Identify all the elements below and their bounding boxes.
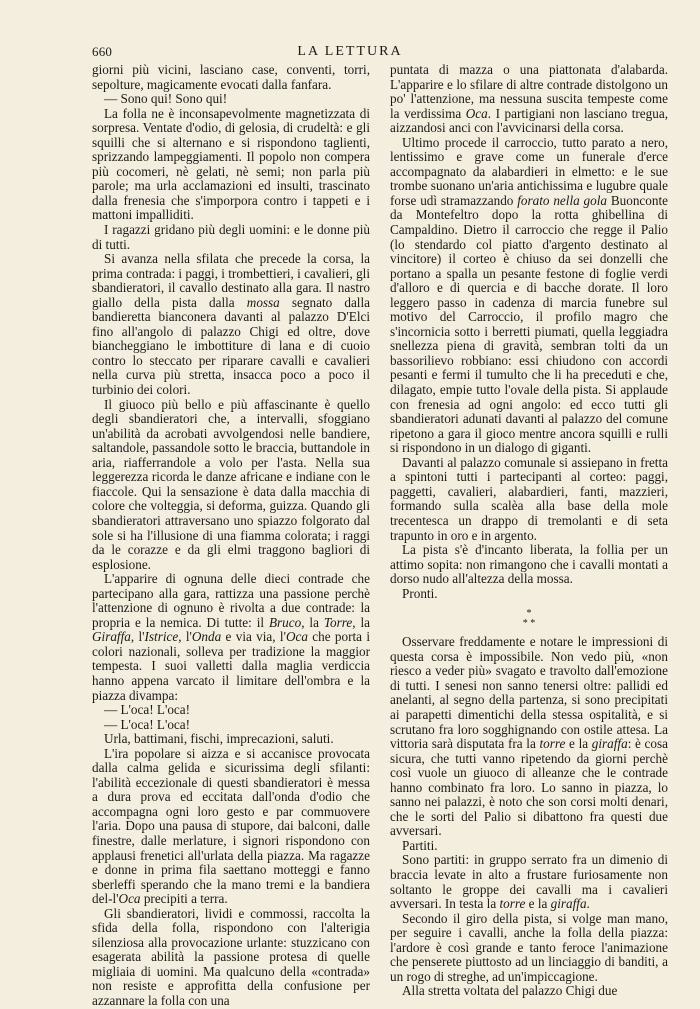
paragraph: I ragazzi gridano più degli uomini: e le donne più di tutti.	[92, 222, 370, 252]
paragraph: L'ira popolare si aizza e si accanisce provocata dalla calma gelida e sicurissima degli sfilanti: l'abilità eccezionale di questi sbandieratori è messa a dura prova ed eccitata dall'onda d'odio che accompagna ogni loro gesto e par commuovere l'aria. Dopo una pausa di stupore, dai balconi, dalle finestre, dalle merlature, i signori rispondono con applausi frenetici all'urlata della piazza. Ma ragazze e donne in prima fila saettano motteggi e fanno sberleffi sperando che la mano tremi e la bandiera del-l'Oca precipiti a terra.	[92, 745, 370, 907]
paragraph: Il giuoco più bello e più affascinante è quello degli sbandieratori che, a intervalli, sfoggiano un'abilità da acrobati avvolgendosi nelle bandiere, saltandole, passandole sotto le braccia, buttandole in aria, riafferrandole a volo per l'asta. Nella sua leggerezza ricorda le danze africane e indiane con le fiaccole. Qui la sensazione è data dalla macchia di colore che volteggia, si deforma, guizza. Quando gli sbandieratori attraversano uno spiazzo folgorato dal sole si ha l'illusione di una fiamma colorata; i raggi da le corazze e da gli elmi traggono bagliori di esplosione.	[92, 396, 370, 572]
paragraph: Urla, battimani, fischi, imprecazioni, saluti.	[104, 731, 334, 747]
text-columns	[92, 62, 668, 1008]
paragraph: Alla stretta voltata del palazzo Chigi due	[402, 983, 618, 999]
paragraph: Secondo il giro della pista, si volge man mano, per seguire i cavalli, anche la folla della piazza: l'ardore è così grande e tanto feroce l'animazione che penserete piuttosto ad un linciaggio di banditi, a un rogo di streghe, ad un'impiccagione.	[390, 910, 668, 984]
paragraph: Partiti.	[402, 837, 438, 853]
paragraph: Sono partiti: in gruppo serrato fra un dimenio di braccia levate in alto a frustare furiosamente non soltanto le groppe dei cavalli ma i cavalieri avversari. In testa la torre e la giraffa.	[390, 852, 668, 912]
paragraph: La pista s'è d'incanto liberata, la follia per un attimo sopita: non rimangono che i cavalli montati a dorso nudo all'altezza della mossa.	[390, 542, 668, 587]
page-header	[92, 40, 608, 60]
paragraph: giorni più vicini, lasciano case, conventi, torri, sepolture, magicamente evocati dalla fanfara.	[92, 62, 370, 92]
paragraph: Gli sbandieratori, lividi e commossi, raccolta la sfida della folla, rispondono con l'alterigia silenziosa alla provocazione urlante: stuzzicano con esagerata abilità la passione protesa di quelle migliaia di uomini. Ma qualcuno della «contrada» non resiste e approfitta della confusione per azzannare la folla con una	[92, 905, 370, 1008]
left-column	[92, 62, 370, 1008]
asterism-bottom: * *	[522, 618, 536, 630]
paragraph: Davanti al palazzo comunale si assiepano in fretta a spintoni tutti i partecipanti al corteo: paggi, paggetti, cavalieri, alabardieri, fanti, mazzieri, formando sulla scalèa alla base della mole trecentesca un drappo di tremolanti e di seta trapunto in oro e in argento.	[390, 454, 668, 543]
paragraph: Ultimo procede il carroccio, tutto parato a nero, lentissimo e grave come un funerale d'erce accompagnato da alabardieri in elmetto: e le sue trombe suonano un'aria antichissima e lugubre quale forse udì stramazzando forato nella gola Buonconte da Montefeltro dopo la rotta ghibellina di Campaldino. Dietro il carroccio che regge il Palio (lo stendardo col piatto d'argento destinato al vincitore) il corteo è chiuso da sei donzelli che portano a spalla un pesante festone di foglie verdi d'alloro e di quercia e di bacche dorate. Il loro leggero passo in cadenza di marcia funebre sul motivo del Carroccio, il profilo magro che s'incornicia sotto i berretti piumati, quella leggiadra snellezza piena di gravità, sembran tolti da un bassorilievo robbiano: essi chiudono con accordi pesanti e fermi il tumulto che li ha preceduti e che, dilagato, empie tutto l'ovale della pista. Si applaude con frenesia ad ogni angolo: ed ecco tutti gli sbandieratori adunati davanti al palazzo del comune ripetono a gara il gioco mentre ancora squilli e rulli si rispondono in un dialogo di giganti.	[390, 134, 668, 456]
running-title: LA LETTURA	[297, 44, 403, 59]
paragraph: — Sono qui! Sono qui!	[104, 91, 228, 107]
section-divider	[390, 609, 668, 629]
right-column	[390, 62, 668, 999]
paragraph: — L'oca! L'oca!	[104, 716, 191, 732]
page-number: 660	[92, 44, 113, 59]
paragraph: Si avanza nella sfilata che precede la corsa, la prima contrada: i paggi, i trombettieri, i cavalieri, gli sbandieratori, il cavallo destinato alla gara. Il nastro giallo della pista dalla mossa segnato dalla bandieretta bianconera davanti al palazzo D'Elci fino all'angolo di palazzo Chigi ed oltre, dove biancheggiano le imbottiture di lana e di cuoio contro lo steccato per riparare cavalli e cavalieri nella curva più stretta, insacca poco a poco il turbinio dei colori.	[92, 251, 370, 398]
paragraph: L'apparire di ognuna delle dieci contrade che partecipano alla gara, rattizza una passione perchè l'attenzione di ognuno è rivolta a due contrade: la propria e la nemica. Di tutte: il Bruco, la Torre, la Giraffa, l'Istrice, l'Onda e via via, l'Oca che porta i colori nazionali, solleva per tradizione la maggior tempesta. I suoi valletti dalla maglia verdiccia hanno appena varcato il limitare dell'ombra e la piazza divampa:	[92, 571, 370, 703]
paragraph: — L'oca! L'oca!	[104, 702, 191, 718]
asterism-top: *	[526, 608, 532, 620]
paragraph: Osservare freddamente e notare le impressioni di questa corsa è impossibile. Non vedo più, «non riesco a veder più» svagato e travolto dall'emozione di tutti. I senesi non sanno tenersi oltre: pallidi ed anelanti, al segno della partenza, si sono precipitati ai parapetti dimentichi della stessa ospitalità, e si scrutano fra loro sogghignando con ostile attesa. La vittoria sarà disputata fra la torre e la giraffa: è cosa sicura, che tutti vanno ripetendo da giorni perchè così vuole un giuoco di alleanze che le contrade hanno combinato fra loro. Lo sanno in piazza, lo sanno nei palazzi, è noto che son corsi molti denari, che le sorti del Palio si dibattono fra questi due avversari.	[390, 634, 668, 839]
paragraph: Pronti.	[402, 585, 438, 601]
paragraph: La folla ne è inconsapevolmente magnetizzata di sorpresa. Ventate d'odio, di gelosia, di crudeltà: e gli squilli che si alternano e si rispondono taglienti, sprizzando lampeggiamenti. Il popolo non compera più cocomeri, nè gelati, nè semi; non parla più parole; ma urla acclamazioni ed insulti, trascinato dalla frenesia che s'imporpora contro i tappeti e i mattoni impalliditi.	[92, 105, 370, 223]
paragraph: puntata di mazza o una piattonata d'alabarda. L'apparire e lo sfilare di altre contrade distolgono un po' l'attenzione, ma nessuna suscita tempeste come la verdissima Oca. I partigiani non lasciano tregua, aizzandosi anci con l'avvicinarsi della corsa.	[390, 62, 668, 136]
